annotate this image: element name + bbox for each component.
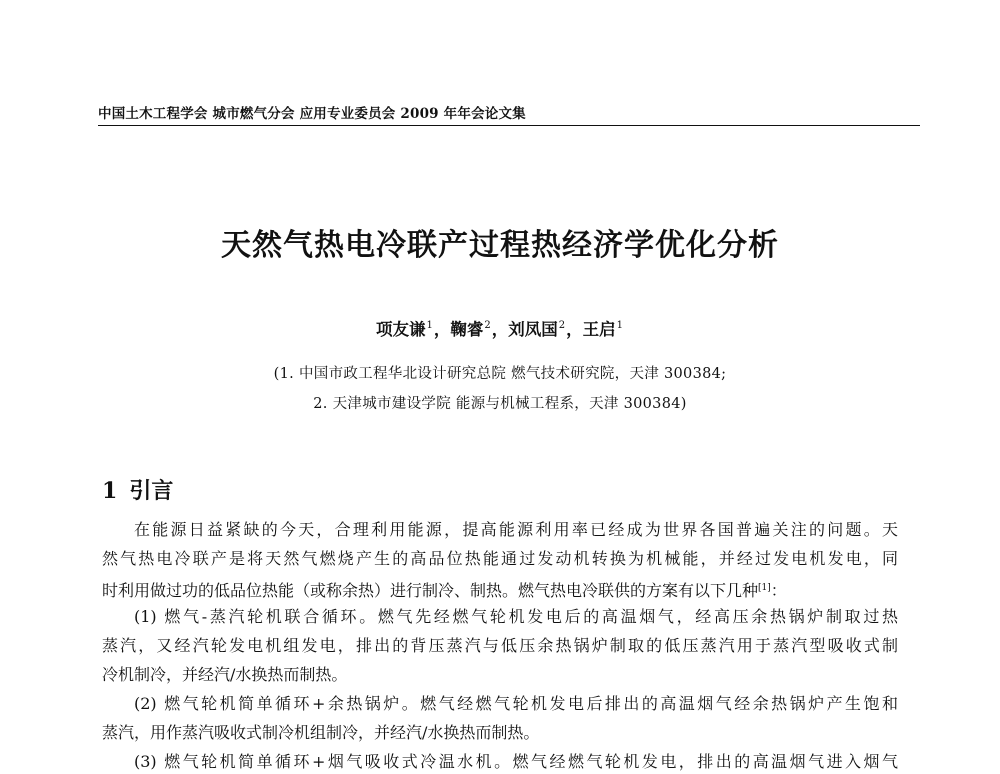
author-list	[0, 316, 1000, 340]
citation-marker: [1]	[758, 583, 771, 593]
author-separator: ，	[566, 320, 583, 339]
section-heading	[102, 474, 173, 505]
body-text-line: 在能源日益紧缺的今天，合理利用能源，提高能源利用率已经成为世界各国普遍关注的问题。天	[134, 520, 898, 539]
section-number: 1	[102, 478, 118, 504]
body-text-line: (2) 燃气轮机简单循环+余热锅炉。燃气经燃气轮机发电后排出的高温烟气经余热锅炉产生饱和	[134, 694, 898, 713]
body-text-line: (1) 燃气-蒸汽轮机联合循环。燃气先经燃气轮机发电后的高温烟气，经高压余热锅炉制取过热	[134, 607, 898, 626]
author-separator: ，	[433, 320, 451, 339]
running-header: 中国土木工程学会 城市燃气分会 应用专业委员会 2009 年年会论文集	[98, 106, 526, 122]
author-name: 鞠睿	[450, 320, 484, 339]
author-name: 王启	[582, 320, 616, 339]
author-affiliation-mark: 2	[484, 320, 491, 331]
section-title: 引言	[129, 478, 174, 504]
affiliation-line: 2. 天津城市建设学院 能源与机械工程系，天津 300384)	[313, 396, 687, 412]
author-separator: ，	[491, 320, 509, 339]
affiliation-line: (1. 中国市政工程华北设计研究总院 燃气技术研究院，天津 300384;	[273, 366, 727, 382]
body-text: ：	[770, 581, 787, 600]
author-name: 项友谦	[376, 320, 426, 339]
author-name: 刘凤国	[508, 320, 558, 339]
body-text-line: 然气热电冷联产是将天然气燃烧产生的高品位热能通过发动机转换为机械能，并经过发电机发电，同	[102, 549, 898, 568]
body-text-line: 冷机制冷，并经汽/水换热而制热。	[102, 665, 348, 684]
body-text-line	[102, 578, 898, 600]
header-rule	[98, 125, 920, 126]
author-affiliation-mark: 2	[558, 320, 566, 331]
author-affiliation-mark: 1	[426, 320, 433, 331]
author-affiliation-mark: 1	[616, 320, 623, 331]
body-text-line: 蒸汽，又经汽轮发电机组发电，排出的背压蒸汽与低压余热锅炉制取的低压蒸汽用于蒸汽型吸收式制	[102, 636, 898, 655]
body-text: 时利用做过功的低品位热能（或称余热）进行制冷、制热。燃气热电冷联供的方案有以下几种	[102, 581, 759, 600]
paper-title: 天然气热电冷联产过程热经济学优化分析	[221, 228, 779, 263]
body-text-line: (3) 燃气轮机简单循环+烟气吸收式冷温水机。燃气经燃气轮机发电，排出的高温烟气进入烟气	[134, 752, 898, 771]
body-text-line: 蒸汽，用作蒸汽吸收式制冷机组制冷，并经汽/水换热而制热。	[102, 723, 540, 742]
